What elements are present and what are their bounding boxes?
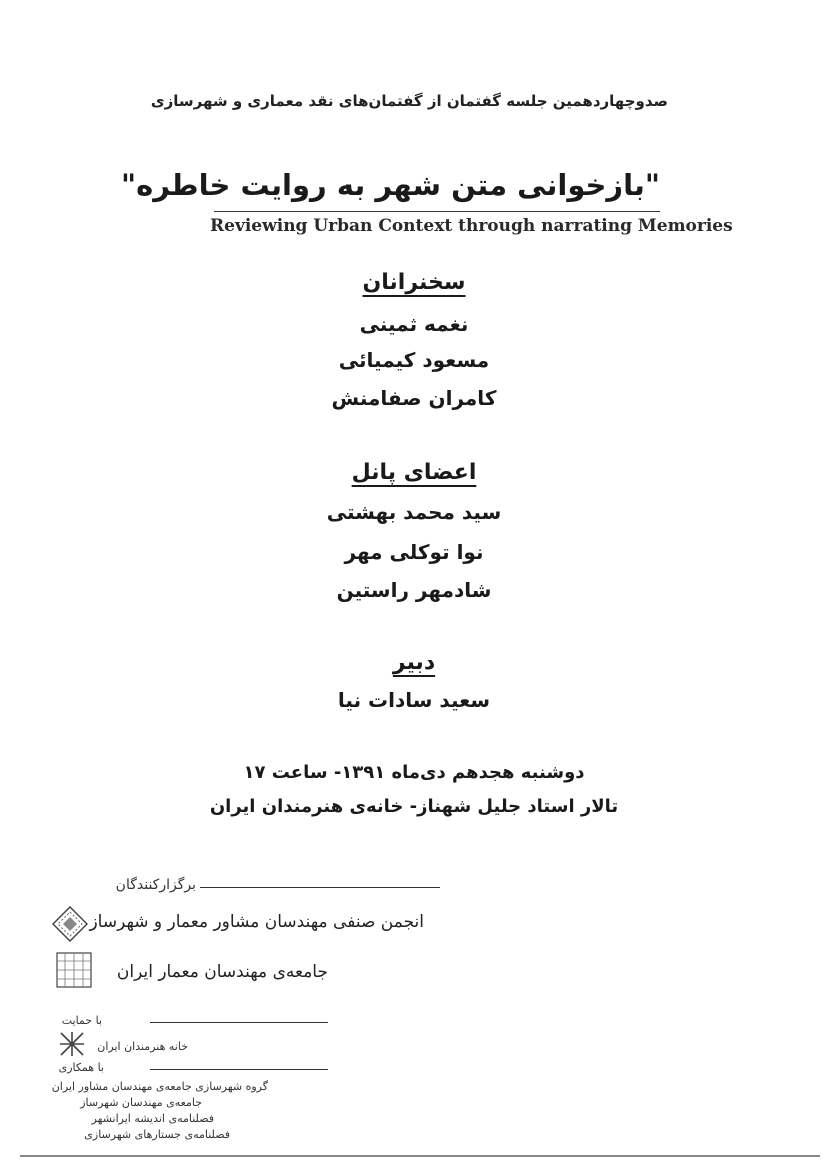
architects-society-logo — [56, 952, 92, 988]
page-bottom-rule — [20, 1155, 820, 1157]
panel-member-name: شادمهر راستین — [336, 578, 492, 602]
cooperation-label: با همکاری — [58, 1061, 104, 1074]
panel-heading: اعضای پانل — [351, 460, 477, 485]
panel-member-name: نوا توکلی مهر — [344, 540, 484, 564]
organizers-divider — [200, 887, 440, 888]
speaker-name: مسعود کیمیائی — [338, 348, 490, 372]
speaker-name: کامران صفامنش — [331, 386, 497, 410]
support-organization: خانه هنرمندان ایران — [97, 1040, 188, 1053]
cooperation-divider — [150, 1069, 328, 1070]
cooperation-organization: فصلنامه‌ی اندیشه ایرانشهر — [91, 1112, 214, 1125]
panel-member-name: سید محمد بهشتی — [326, 500, 502, 524]
speakers-heading: سخنرانان — [362, 270, 466, 295]
secretary-heading: دبیر — [392, 650, 436, 675]
title-persian: "بازخوانی متن شهر به روایت خاطره" — [120, 168, 660, 202]
title-underline — [214, 211, 660, 212]
event-datetime: دوشنبه هجدهم دی‌ماه ۱۳۹۱- ساعت ۱۷ — [243, 762, 585, 783]
organizer-name: جامعه‌ی مهندسان معمار ایران — [116, 962, 328, 982]
artists-house-logo — [58, 1030, 86, 1058]
series-line: صدوچهاردهمین جلسه گفتمان از گفتمان‌های نقد معماری و شهرسازی — [150, 92, 668, 110]
support-label: با حمایت — [61, 1014, 102, 1027]
organizers-label: برگزارکنندگان — [115, 877, 196, 893]
cooperation-organization: جامعه‌ی مهندسان شهرساز — [80, 1096, 202, 1109]
cooperation-organization: گروه شهرسازی جامعه‌ی مهندسان مشاور ایران — [51, 1080, 268, 1093]
speaker-name: نغمه ثمینی — [359, 312, 469, 336]
event-venue: تالار استاد جلیل شهناز- خانه‌ی هنرمندان ایران — [209, 796, 619, 817]
engineers-association-logo — [52, 906, 88, 942]
organizer-name: انجمن صنفی مهندسان مشاور معمار و شهرساز — [89, 912, 424, 932]
title-english: Reviewing Urban Context through narrating Memories — [210, 216, 733, 236]
support-divider — [150, 1022, 328, 1023]
cooperation-organization: فصلنامه‌ی جستارهای شهرسازی — [84, 1128, 230, 1141]
secretary-name: سعید سادات نیا — [337, 688, 491, 712]
